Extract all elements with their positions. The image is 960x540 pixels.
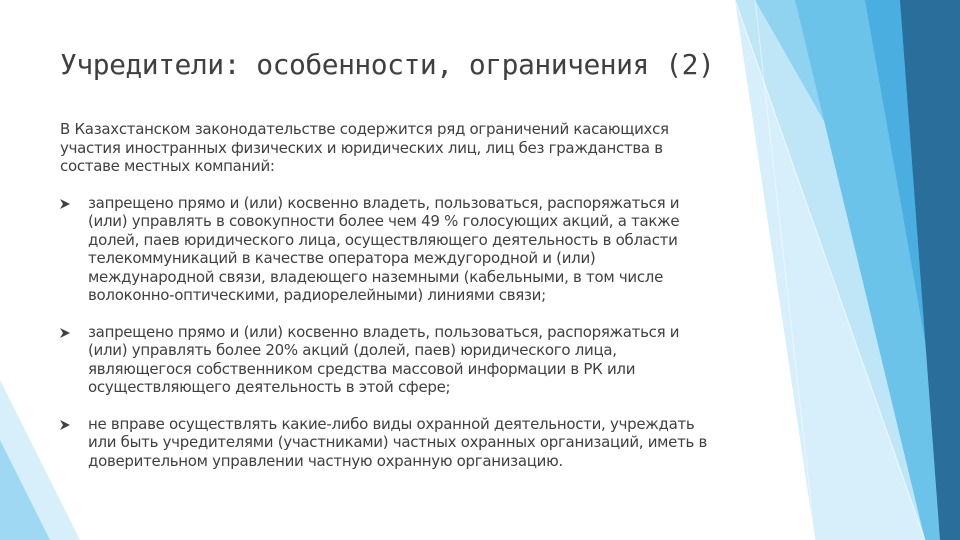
intro-paragraph: В Казахстанском законодательстве содержится ряд ограничений касающихся участия иностранных физических и юридических лиц, лиц без гражданства в составе местных компаний: <box>60 120 669 175</box>
list-item-text: не вправе осуществлять какие-либо виды охранной деятельности, учреждать или быть учредителями (участниками) частных охранных организаций, иметь в доверительном управлении частную охранную организацию. <box>88 414 708 470</box>
list-item <box>60 194 720 305</box>
right-geometric-decoration <box>735 0 960 540</box>
arrowhead-bullet-icon <box>60 199 70 209</box>
slide-content <box>60 120 720 488</box>
arrowhead-bullet-icon <box>60 420 70 430</box>
list-item <box>60 323 720 397</box>
restrictions-list <box>60 194 720 471</box>
list-item <box>60 415 720 471</box>
slide-title: Учредители: особенности, ограничения (2) <box>60 48 715 81</box>
list-item-text: запрещено прямо и (или) косвенно владеть, пользоваться, распоряжаться и (или) управлять более 20% акций (долей, паев) юридического лица, являющегося собственником средства массовой информации в РК или осуществляющего деятельность в этой сфере; <box>88 322 680 396</box>
arrowhead-bullet-icon <box>60 328 70 338</box>
list-item-text: запрещено прямо и (или) косвенно владеть, пользоваться, распоряжаться и (или) управлять в совокупности более чем 49 % голосующих акций, а также долей, паев юридического лица, осуществляющего деятельность в области телекоммуникаций в качестве оператора междугородной и (или) международной связи, владеющего наземными (кабельными, в том числе волоконно-оптическими, радиорелейными) линиями связи; <box>88 193 680 304</box>
